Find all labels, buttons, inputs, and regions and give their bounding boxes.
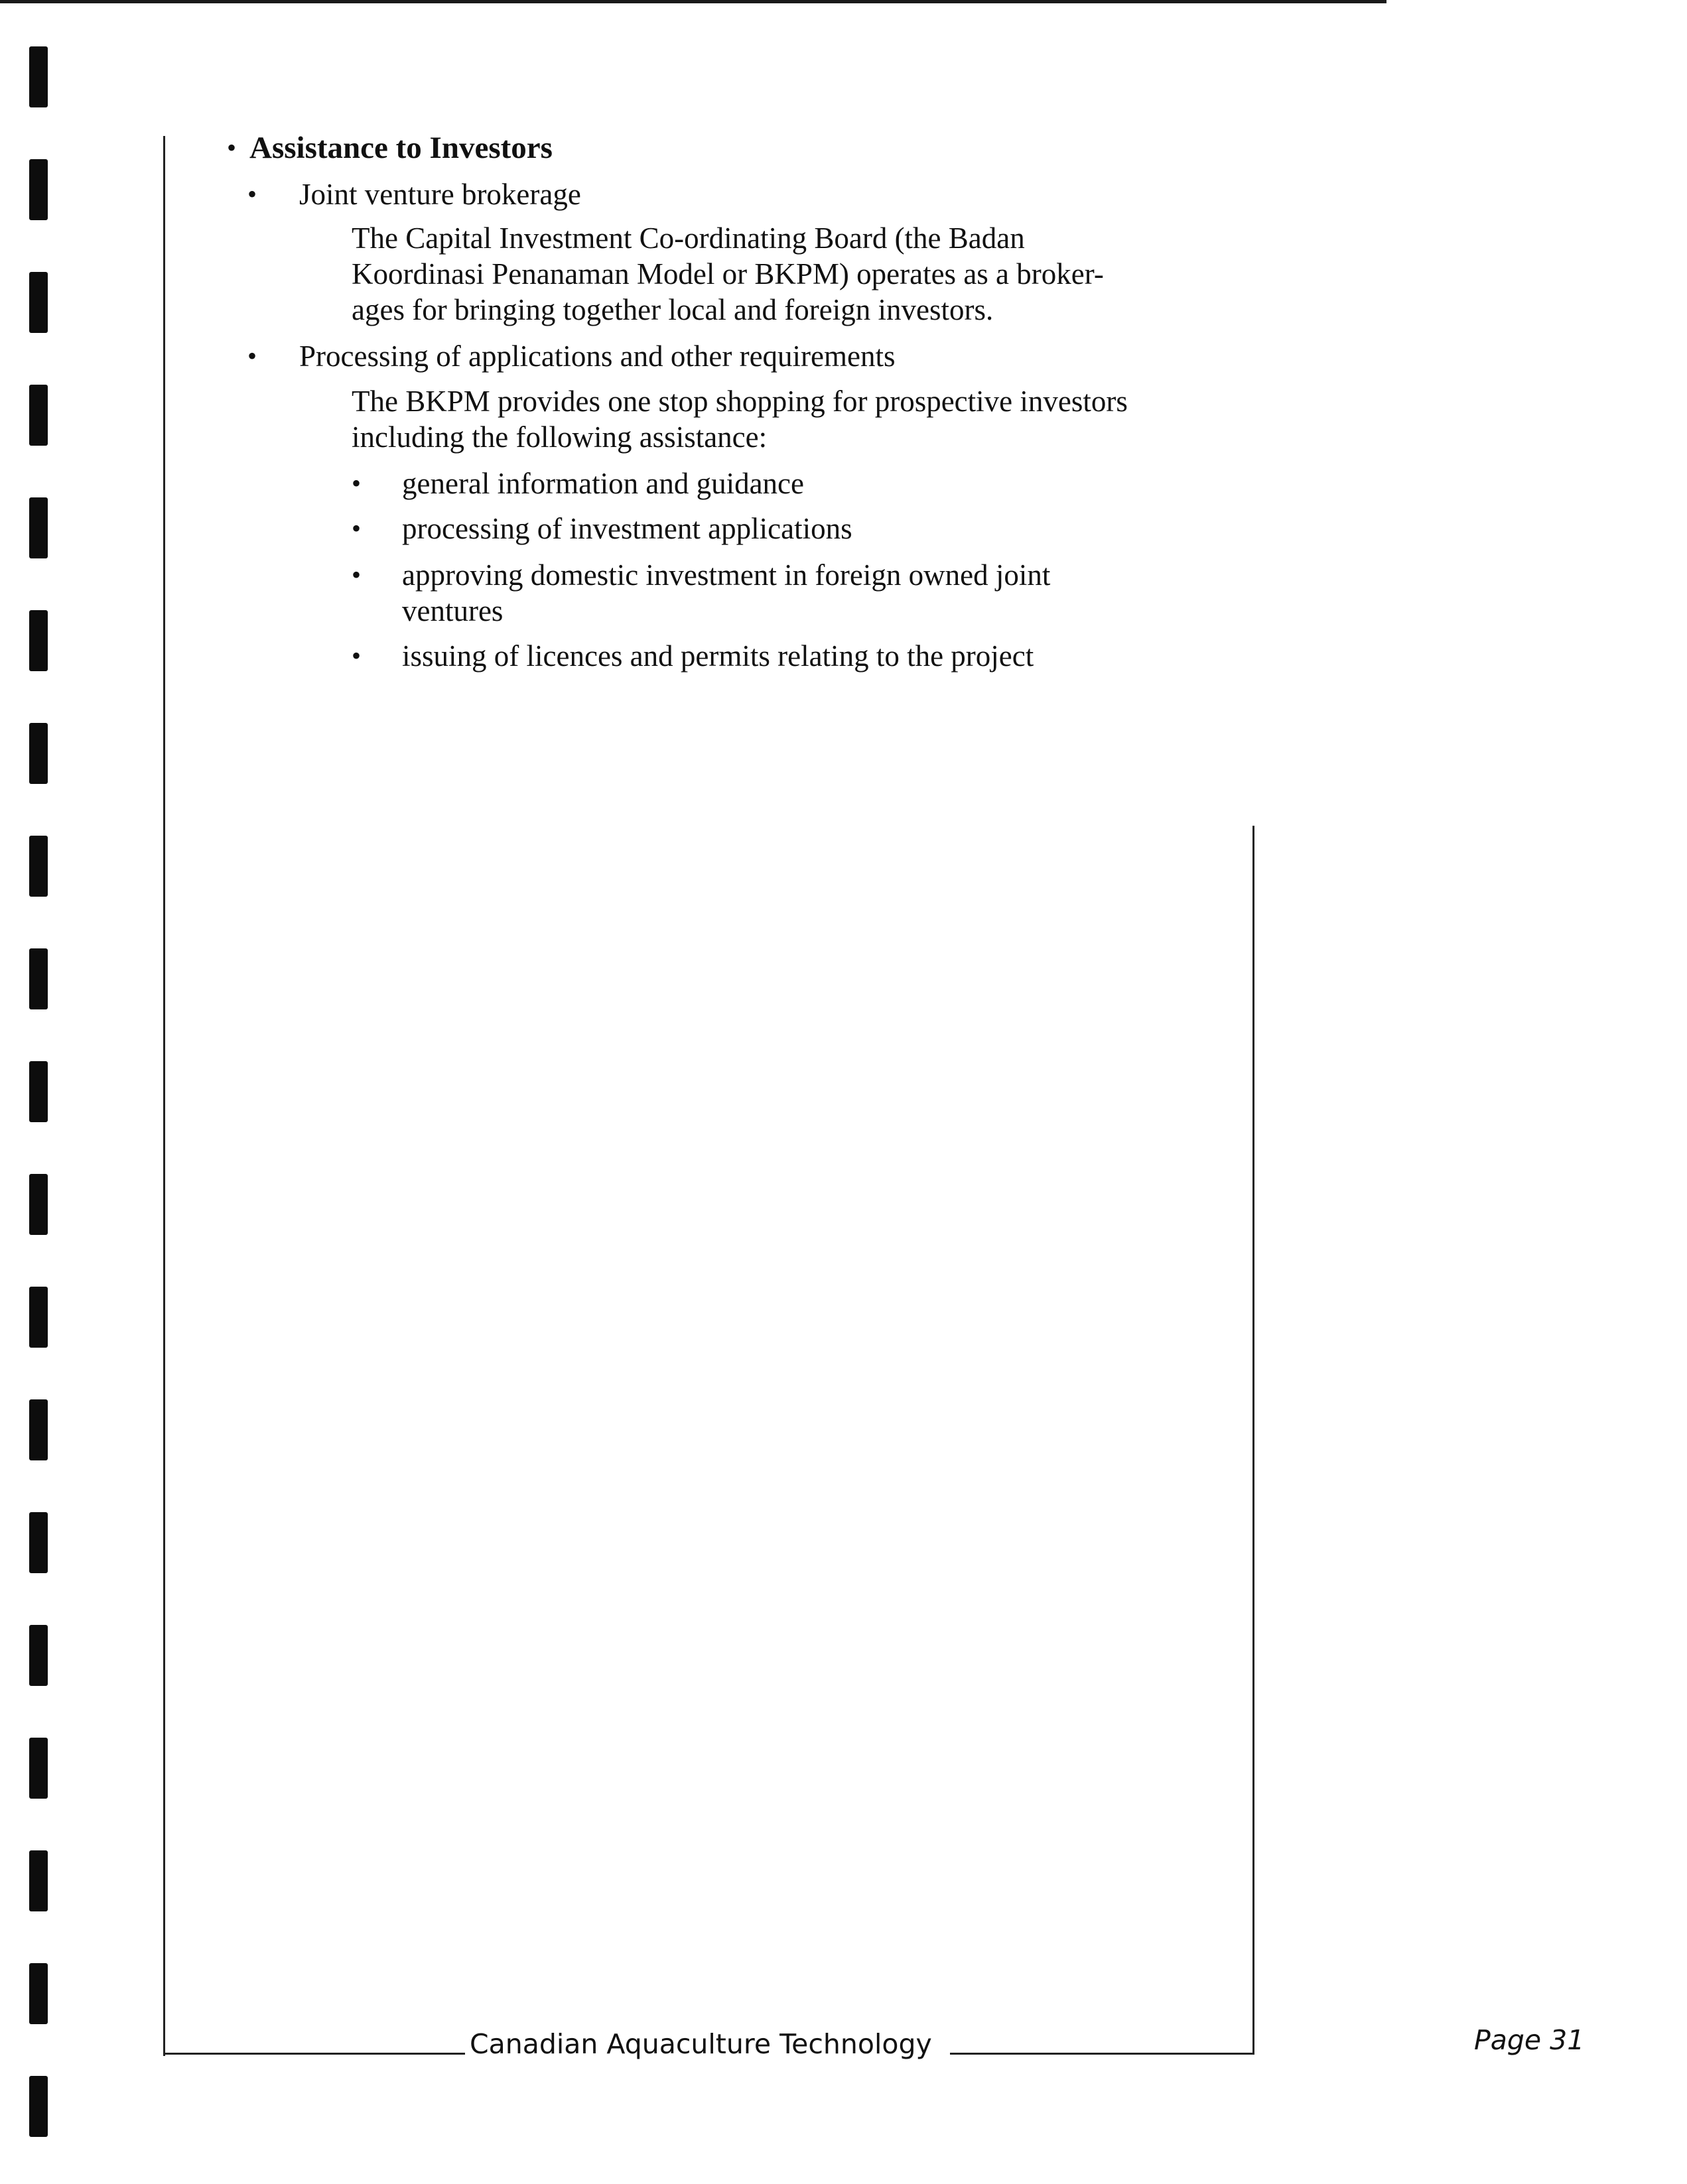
binding-hole (29, 1625, 48, 1686)
list-item-bullet: • (247, 179, 257, 209)
sub-list-item: issuing of licences and permits relating to the project (402, 639, 1034, 673)
list-item-title: Processing of applications and other requirements (299, 340, 896, 373)
right-margin-rule (1252, 826, 1254, 2054)
binding-hole (29, 723, 48, 784)
paragraph-line: The BKPM provides one stop shopping for prospective investors (352, 385, 1128, 418)
binding-hole (29, 272, 48, 333)
binding-hole (29, 1850, 48, 1911)
binding-hole (29, 836, 48, 897)
binding-hole (29, 610, 48, 671)
binding-hole (29, 2076, 48, 2137)
binding-hole (29, 159, 48, 220)
binding-hole (29, 46, 48, 107)
binding-hole (29, 948, 48, 1009)
paragraph-line: The Capital Investment Co-ordinating Board (the Badan (352, 222, 1025, 255)
sub-item-bullet: • (352, 641, 362, 671)
heading-bullet: • (227, 133, 237, 162)
sub-list-item: general information and guidance (402, 467, 805, 500)
sub-list-item: approving domestic investment in foreign owned joint (402, 558, 1051, 592)
footer-title: Canadian Aquaculture Technology (470, 2028, 932, 2060)
sub-list-item: processing of investment applications (402, 512, 852, 545)
page-number: Page 31 (1474, 2024, 1585, 2056)
binding-hole (29, 385, 48, 446)
section-heading: Assistance to Investors (249, 131, 553, 165)
binding-hole (29, 1174, 48, 1235)
binding-hole (29, 1512, 48, 1573)
binding-hole (29, 1287, 48, 1348)
binding-hole (29, 1738, 48, 1799)
sub-item-bullet: • (352, 560, 362, 590)
list-item-bullet: • (247, 341, 257, 371)
top-rule (0, 0, 1386, 3)
binding-hole (29, 1399, 48, 1460)
list-item-title: Joint venture brokerage (299, 178, 581, 211)
paragraph-line: including the following assistance: (352, 420, 768, 454)
sub-item-bullet: • (352, 468, 362, 498)
footer-rule-right (950, 2053, 1254, 2055)
binding-holes (29, 46, 48, 2169)
paragraph-line: ages for bringing together local and foreign investors. (352, 293, 994, 326)
sub-list-item-continuation: ventures (402, 594, 504, 627)
binding-hole (29, 1963, 48, 2024)
binding-hole (29, 1061, 48, 1122)
footer-rule-left (163, 2053, 465, 2055)
sub-item-bullet: • (352, 513, 362, 543)
paragraph-line: Koordinasi Penanaman Model or BKPM) operates as a broker- (352, 257, 1104, 290)
left-margin-rule (163, 136, 165, 2056)
binding-hole (29, 497, 48, 558)
